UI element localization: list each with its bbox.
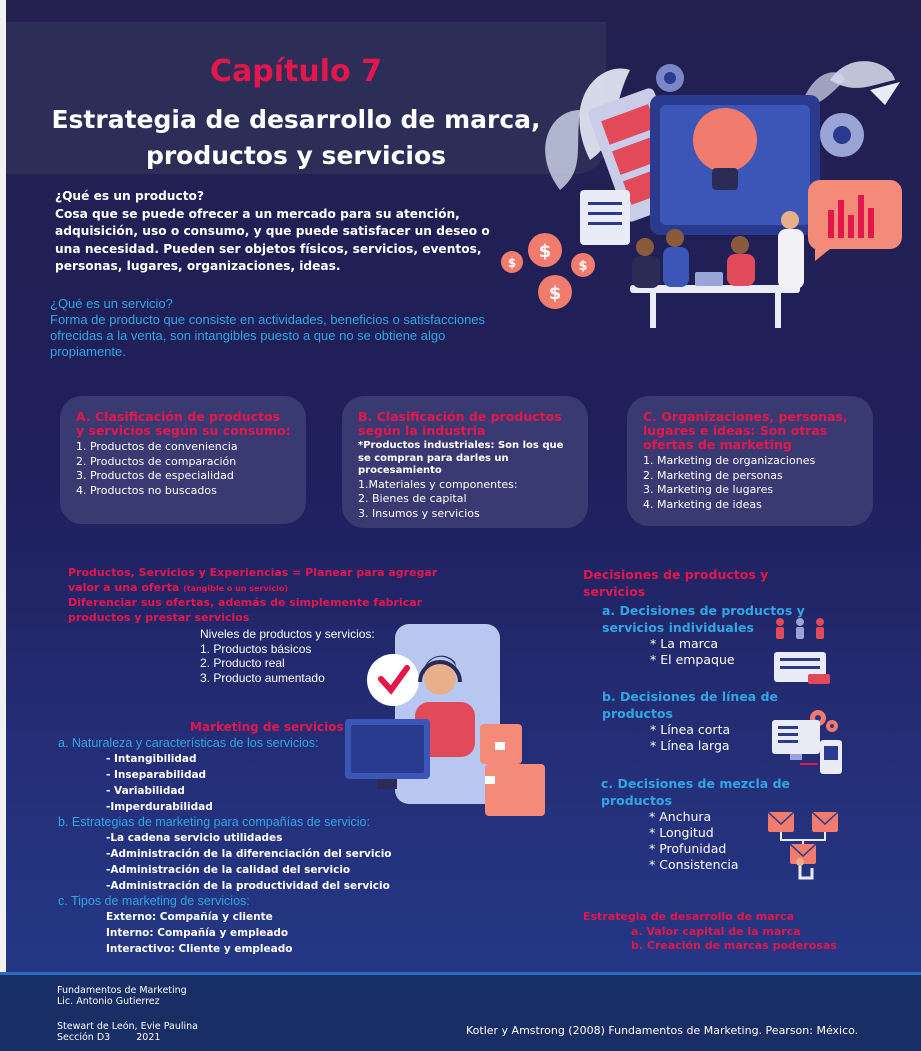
box-c-item: 3. Marketing de lugares: [643, 483, 774, 496]
footer: [0, 972, 921, 1051]
page-title: [6, 102, 586, 174]
box-b-item: 1.Materiales y componentes:: [358, 477, 518, 491]
product-line-4: personas, lugares, organizaciones, ideas.: [55, 259, 341, 273]
box-a-item: 3. Productos de especialidad: [76, 469, 234, 482]
decisions-b-item: * Línea larga: [650, 738, 730, 753]
services-a-list: [58, 751, 438, 815]
product-question: ¿Qué es un producto?: [55, 189, 204, 203]
box-b-title: B. Clasificación de productos según la industria: [358, 409, 562, 438]
decisions-c-line-2: productos: [601, 793, 672, 808]
product-line-2: adquisición, uso o consumo, y que puede satisfacer un deseo o: [55, 224, 490, 238]
svg-text:$: $: [538, 241, 552, 262]
services-a-item: - Inseparabilidad: [106, 769, 207, 781]
box-b-item: 3. Insumos y servicios: [358, 506, 480, 520]
decisions-c-item: * Consistencia: [649, 857, 739, 872]
document-icon: [580, 190, 630, 245]
product-definition: [55, 188, 495, 276]
service-line-3: propiamente.: [50, 344, 126, 359]
box-c-list: [643, 454, 859, 512]
brand-strategy: [583, 910, 837, 954]
product-mix-network-icon: [766, 806, 846, 884]
footer-section-year: [57, 1032, 198, 1043]
services-c-title: c. Tipos de marketing de servicios:: [58, 894, 250, 908]
services-b-item: -Administración de la diferenciación del servicio: [106, 848, 392, 860]
services-c-item: Interno: Compañía y empleado: [106, 927, 289, 939]
service-definition: [50, 296, 530, 360]
decisions-b-line-2: productos: [602, 706, 673, 721]
box-a-item: 1. Productos de conveniencia: [76, 440, 238, 453]
decisions-a-item: * La marca: [650, 636, 719, 651]
brand-package-icon: [768, 616, 834, 688]
pse-line-2-note: (tangible o un servicio): [183, 583, 289, 593]
services-b-item: -Administración de la calidad del servicio: [106, 864, 351, 876]
box-b-note: *Productos industriales: Son los que se compran para darles un procesamiento: [358, 440, 564, 476]
footer-teacher: Lic. Antonio Gutierrez: [57, 996, 160, 1007]
services-b-title: b. Estrategias de marketing para compañías de servicio:: [58, 815, 370, 829]
pse-section: [68, 566, 438, 625]
services-a-item: - Intangibilidad: [106, 753, 197, 765]
footer-student-info: [57, 1021, 198, 1043]
level-item: 1. Productos básicos: [200, 641, 312, 656]
footer-year: 2021: [136, 1032, 161, 1043]
footer-course-info: [57, 985, 187, 1007]
service-line-1: Forma de producto que consiste en actividades, beneficios o satisfacciones: [50, 312, 486, 327]
chapter-title: Capítulo 7: [210, 54, 382, 89]
services-marketing-section: [58, 736, 438, 957]
footer-course: Fundamentos de Marketing: [57, 985, 187, 996]
services-c-item: Interactivo: Cliente y empleado: [106, 943, 293, 955]
box-c-item: 4. Marketing de ideas: [643, 497, 762, 511]
footer-section: Sección D3: [57, 1032, 111, 1043]
services-a-item: - Variabilidad: [106, 785, 185, 797]
product-line-computer-icon: [770, 706, 844, 776]
brand-strategy-a: a. Valor capital de la marca: [631, 924, 801, 938]
level-item: 3. Producto aumentado: [200, 670, 325, 685]
package-box-icon: [485, 764, 545, 816]
box-b-industry-classification: [342, 396, 588, 528]
svg-text:$: $: [578, 259, 588, 274]
footer-reference: Kotler y Amstrong (2008) Fundamentos de Marketing. Pearson: México.: [466, 1024, 859, 1037]
services-b-item: -La cadena servicio utilidades: [106, 832, 283, 844]
decisions-b-item: * Línea corta: [650, 722, 731, 737]
levels-title: Niveles de productos y servicios:: [200, 627, 375, 641]
box-a-title: A. Clasificación de productos y servicios según su consumo:: [76, 409, 291, 438]
box-a-consumer-classification: [60, 396, 306, 524]
pse-line-4: productos y prestar servicios: [68, 610, 250, 624]
check-badge-icon: [367, 654, 419, 706]
decisions-c-item: * Anchura: [649, 809, 712, 824]
decisions-b-line-1: b. Decisiones de línea de: [602, 689, 779, 704]
marketing-team-illustration: [500, 40, 910, 330]
box-a-item: 2. Productos de comparación: [76, 454, 237, 468]
box-c-item: 1. Marketing de organizaciones: [643, 454, 816, 467]
box-c-item: 2. Marketing de personas: [643, 468, 783, 482]
gear-icon-hole: [833, 126, 851, 144]
chart-bubble-icon: [808, 180, 902, 261]
title-line-1: Estrategia de desarrollo de marca,: [51, 105, 541, 134]
pse-line-2: valor a una oferta: [68, 580, 180, 594]
level-item: 2. Producto real: [200, 656, 285, 670]
brand-strategy-b: b. Creación de marcas poderosas: [631, 939, 837, 952]
box-b-list: [358, 478, 574, 522]
decisions-title-line-2: servicios: [583, 584, 646, 599]
decisions-c-line-1: c. Decisiones de mezcla de: [601, 776, 791, 791]
box-c-title: C. Organizaciones, personas, lugares e ideas: Son otras ofertas de marketing: [643, 409, 848, 452]
svg-text:$: $: [507, 256, 517, 270]
box-a-list: [76, 440, 292, 498]
services-b-list: [58, 830, 438, 894]
services-a-item: -Imperdurabilidad: [106, 801, 213, 813]
product-line-3: una necesidad. Pueden ser objetos físicos, servicios, eventos,: [55, 241, 482, 256]
product-line-1: Cosa que se puede ofrecer a un mercado para su atención,: [55, 206, 460, 221]
service-line-2: ofrecidas a la venta, son intangibles puesto a que no se obtiene algo: [50, 328, 446, 343]
decisions-a-line-2: servicios individuales: [602, 620, 754, 635]
brand-strategy-title: Estrategia de desarrollo de marca: [583, 910, 795, 923]
box-b-item: 2. Bienes de capital: [358, 492, 467, 505]
box-c-other-offers: [627, 396, 873, 526]
gear-icon-hole: [664, 72, 676, 84]
svg-text:$: $: [548, 283, 562, 304]
pse-line-3: Diferenciar sus ofertas, además de simplemente fabricar: [68, 596, 423, 609]
box-a-item: 4. Productos no buscados: [76, 483, 217, 497]
services-marketing-title: Marketing de servicios: [190, 720, 344, 734]
services-a-title: a. Naturaleza y características de los servicios:: [58, 736, 319, 750]
decisions-c-item: * Profunidad: [649, 841, 727, 856]
pse-line-1: Productos, Servicios y Experiencias = Planear para agregar: [68, 566, 438, 579]
decisions-title-line-1: Decisiones de productos y: [583, 567, 769, 582]
footer-student: Stewart de León, Evie Paulina: [57, 1021, 198, 1032]
services-c-item: Externo: Compañía y cliente: [106, 911, 273, 923]
package-label: [485, 776, 495, 784]
decisions-a-line-1: a. Decisiones de productos y: [602, 603, 805, 618]
services-c-list: [58, 909, 438, 957]
package-label: [495, 742, 505, 750]
service-question: ¿Qué es un servicio?: [50, 296, 173, 311]
paper-plane-icon: [870, 82, 900, 105]
services-b-item: -Administración de la productividad del servicio: [106, 880, 390, 892]
pse-line-2-wrap: [68, 581, 438, 597]
decisions-a-item: * El empaque: [650, 652, 735, 667]
decisions-c-item: * Longitud: [649, 825, 714, 840]
title-line-2: productos y servicios: [145, 141, 447, 170]
decisions-title: [583, 566, 813, 600]
